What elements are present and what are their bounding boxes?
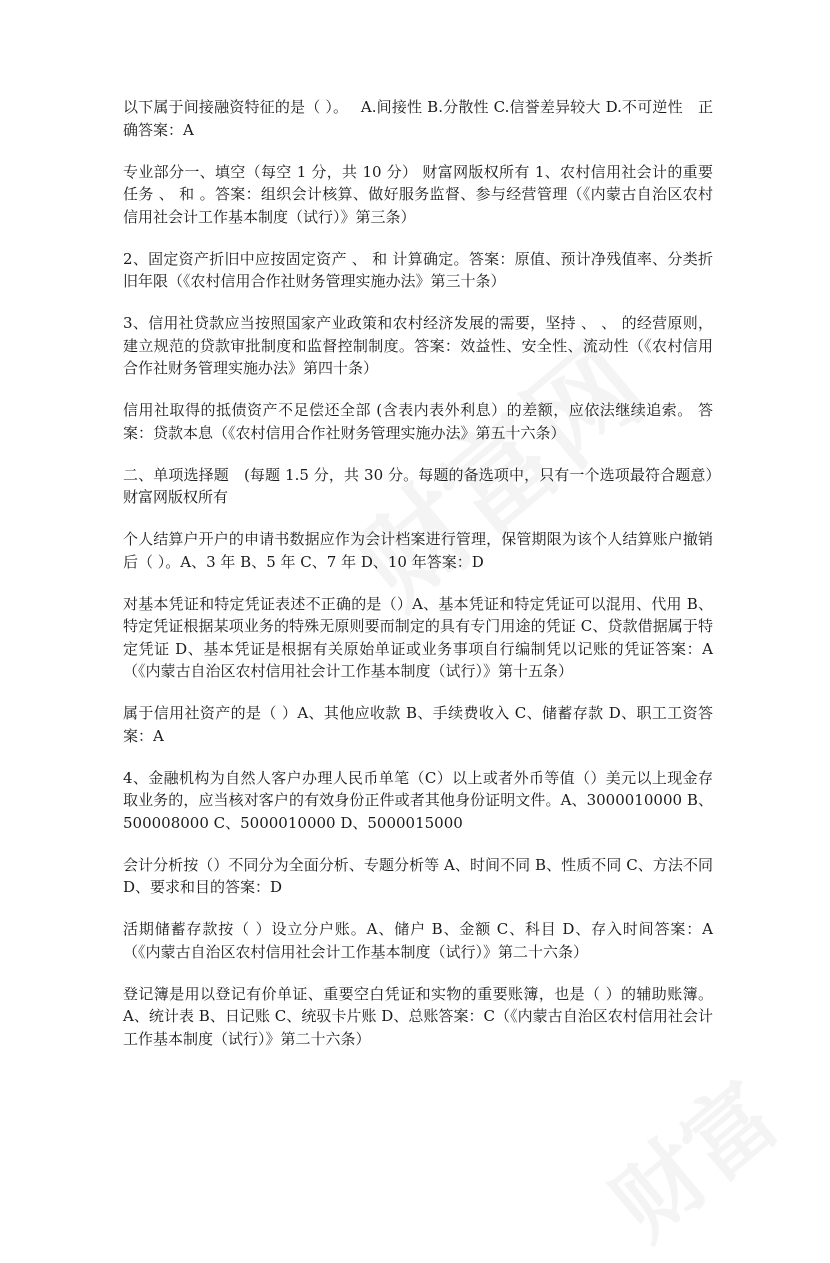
paragraph-personal-account-archive: 个人结算户开户的申请书数据应作为会计档案进行管理，保管期限为该个人结算账户撤销后（ ）。A、3 年 B、5 年 C、7 年 D、10 年答案：D [123, 530, 713, 571]
watermark-secondary [579, 1047, 800, 1262]
paragraph-demand-savings-ledger: 活期储蓄存款按（ ）设立分户账。A、储户 B、金额 C、科目 D、存入时间答案：A（《内蒙古自治区农村信用社会计工作基本制度（试行）》第二十六条） [123, 920, 713, 961]
paragraph-single-choice-header: 二、单项选择题 (每题 1.5 分，共 30 分。每题的备选项中，只有一个选项最符合题意）财富网版权所有 [123, 465, 713, 506]
paragraph-loan-principles: 3、信用社贷款应当按照国家产业政策和农村经济发展的需要，坚持 、 、 的经营原则，建立规范的贷款审批制度和监督控制制度。答案：效益性、安全性、流动性（《农村信用合作社财务管理实施办法》第四十条） [123, 314, 713, 377]
paragraph-indirect-finance-question: 以下属于间接融资特征的是（ ）。 A.间接性 B.分散性 C.信誉差异较大 D.不可逆性 正确答案：A [123, 98, 713, 139]
document-page [123, 96, 713, 1070]
paragraph-fill-blank-header: 专业部分一、填空（每空 1 分，共 10 分） 财富网版权所有 1、农村信用社会计的重要任务 、 和 。答案：组织会计核算、做好服务监督、参与经营管理（《内蒙古自治区农村信用社会计工作基本制度（试行）》第三条） [123, 162, 713, 226]
paragraph-voucher-question: 对基本凭证和特定凭证表述不正确的是（）A、基本凭证和特定凭证可以混用、代用 B、特定凭证根据某项业务的特殊无原则要而制定的具有专门用途的凭证 C、贷款借据属于特定凭证 D、基本凭证是根据有关原始单证或业务事项自行编制凭以记账的凭证答案：A（《内蒙古自治区农村信用社会计工作基本制度（试行）》第十五条） [123, 594, 713, 680]
paragraph-assets-question: 属于信用社资产的是（ ）A、其他应收款 B、手续费收入 C、储蓄存款 D、职工工资答案：A [123, 704, 713, 745]
paragraph-cash-identity-check: 4、金融机构为自然人客户办理人民币单笔（C）以上或者外币等值（）美元以上现金存取业务的，应当核对客户的有效身份正件或者其他身份证明文件。A、3000010000 B、500008000 C、5000010000 D、5000015000 [123, 768, 713, 832]
paragraph-register-book: 登记簿是用以登记有价单证、重要空白凭证和实物的重要账簿，也是（ ）的辅助账簿。A、统计表 B、日记账 C、统驭卡片账 D、总账答案：C（《内蒙古自治区农村信用社会计工作基本制度（试行）》第二十六条） [123, 984, 713, 1048]
paragraph-fixed-asset-depreciation: 2、固定资产折旧中应按固定资产 、 和 计算确定。答案：原值、预计净残值率、分类折旧年限（《农村信用合作社财务管理实施办法》第三十条） [123, 249, 713, 290]
paragraph-collateral-assets: 信用社取得的抵债资产不足偿还全部 (含表内表外利息）的差额，应依法继续追索。 答案：贷款本息（《农村信用合作社财务管理实施办法》第五十六条） [123, 401, 713, 442]
paragraph-accounting-analysis: 会计分析按（）不同分为全面分析、专题分析等 A、时间不同 B、性质不同 C、方法不同 D、要求和目的答案：D [123, 855, 713, 896]
